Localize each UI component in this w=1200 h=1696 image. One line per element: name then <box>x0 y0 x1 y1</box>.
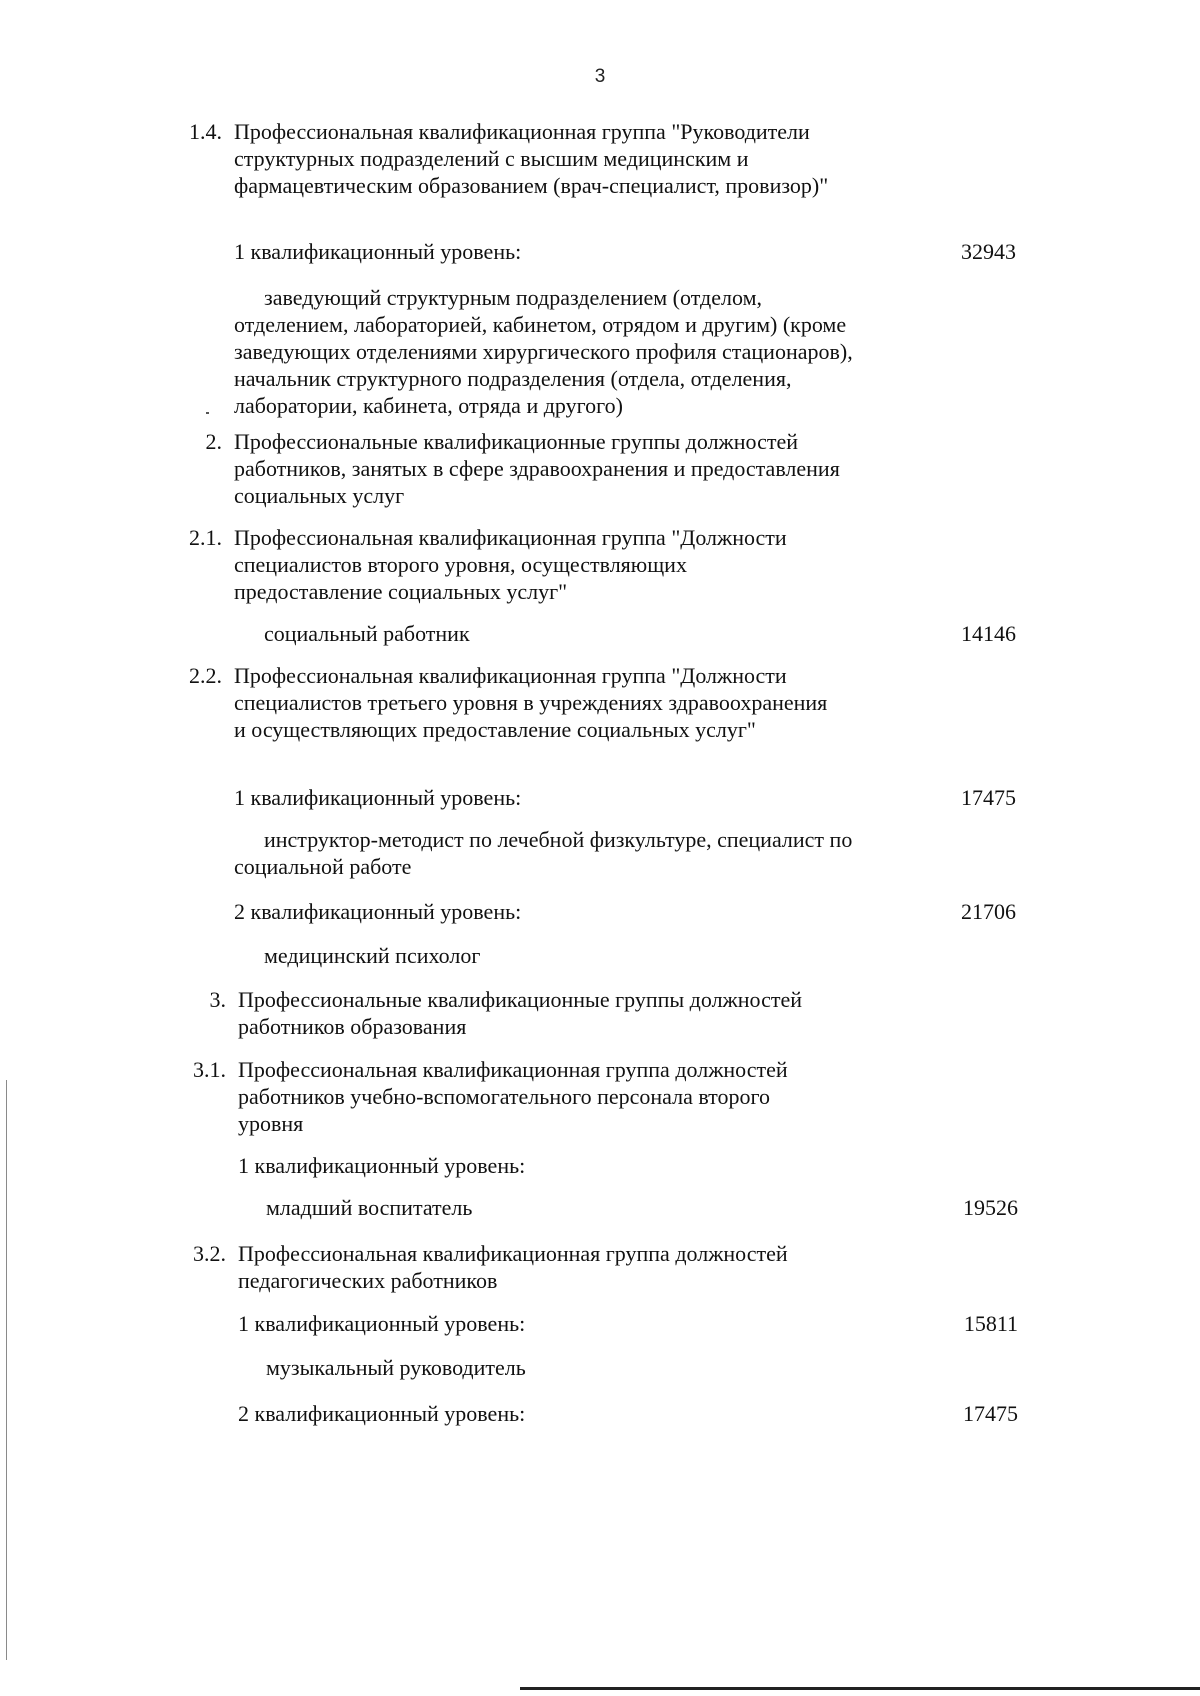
salary-value: 15811 <box>963 1311 1018 1336</box>
salary-value: 17475 <box>963 1401 1018 1426</box>
qualification-level: 1 квалификационный уровень: <box>234 239 522 264</box>
salary-value: 32943 <box>961 239 1016 264</box>
entry-number: 2. <box>205 429 222 454</box>
entry-number: 2.2. <box>189 663 222 688</box>
group-title: Профессиональная квалификационная группа должностей педагогических работников <box>238 1241 788 1293</box>
scan-edge-bottom <box>520 1687 1200 1690</box>
scan-edge-left <box>6 1080 7 1660</box>
page-number: 3 <box>594 66 606 87</box>
salary-value: 21706 <box>961 899 1016 924</box>
entry-number: 2.1. <box>189 525 222 550</box>
qualification-level: 1 квалификационный уровень: <box>234 785 522 810</box>
group-title: Профессиональная квалификационная группа "Руководители структурных подразделений с высшим медицинским и фармацевтическим образованием (врач-специалист, провизор)" <box>234 119 829 198</box>
group-title: Профессиональная квалификационная группа "Должности специалистов второго уровня, осуществляющих предоставление социальных услуг" <box>234 525 787 604</box>
qualification-level: 1 квалификационный уровень: <box>238 1153 526 1178</box>
salary-value: 19526 <box>963 1195 1018 1220</box>
position-list: инструктор-методист по лечебной физкультуре, специалист по социальной работе <box>234 827 853 879</box>
entry-number: 3.2. <box>193 1241 226 1266</box>
qualification-level: 2 квалификационный уровень: <box>234 899 522 924</box>
entry-number: 1.4. <box>189 119 222 144</box>
qualification-level: 2 квалификационный уровень: <box>238 1401 526 1426</box>
group-title: Профессиональная квалификационная группа "Должности специалистов третьего уровня в учреждениях здравоохранения и осуществляющих предоставление социальных услуг" <box>234 663 828 742</box>
group-title: Профессиональные квалификационные группы должностей работников, занятых в сфере здравоохранения и предоставления социальных услуг <box>234 429 840 508</box>
position-name: младший воспитатель <box>266 1195 473 1220</box>
position-name: медицинский психолог <box>264 943 481 968</box>
scan-speck <box>206 412 209 414</box>
group-title: Профессиональная квалификационная группа должностей работников учебно-вспомогательного персонала второго уровня <box>238 1057 788 1136</box>
salary-value: 17475 <box>961 785 1016 810</box>
position-name: музыкальный руководитель <box>266 1355 526 1380</box>
position-name: социальный работник <box>264 621 470 646</box>
entry-number: 3.1. <box>193 1057 226 1082</box>
position-list: заведующий структурным подразделением (отделом, отделением, лабораторией, кабинетом, отрядом и другим) (кроме заведующих отделениями хирургического профиля стационаров), начальник структурного подразделения (отдела, отделения, лаборатории, кабинета, отряда и другого) <box>234 285 853 418</box>
salary-value: 14146 <box>961 621 1016 646</box>
entry-number: 3. <box>209 987 226 1012</box>
group-title: Профессиональные квалификационные группы должностей работников образования <box>238 987 802 1039</box>
qualification-level: 1 квалификационный уровень: <box>238 1311 526 1336</box>
